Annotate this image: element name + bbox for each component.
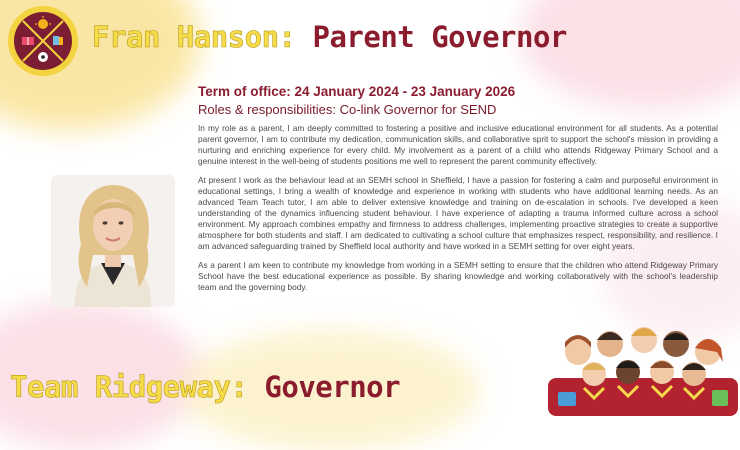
governor-name: Fran Hanson: [92,20,296,54]
governor-label: Governor [264,370,401,404]
bio-paragraph: In my role as a parent, I am deeply committed to fostering a positive and inclusive educational environment for all students. As a potential parent governor, I am to contribute my dedication, communication skills, and collaborative sprit to support the school's mission in providing a nurturing and enriching experience for every child. My involvement as a parent of a child who attends Ridgeway Primary School and a genuine interest in the well-being of students positions me well to represent the parent community effectively. [198,123,718,167]
school-children-illustration [548,318,738,416]
governor-role: Parent Governor [312,20,567,54]
term-of-office: Term of office: 24 January 2024 - 23 January 2026 [198,84,516,99]
portrait-photo [51,175,175,307]
bio-paragraph: As a parent I am keen to contribute my knowledge from working in a SEMH setting to ensure that the children who attend Ridgeway Primary School have the best educational experience as possible. By sharing knowledge and working collaboratively with the school's leadership team and the governing body. [198,260,718,293]
governor-profile [198,84,718,301]
team-label: Team Ridgeway: [10,370,248,404]
bio-paragraph: At present I work as the behaviour lead at an SEMH school in Sheffield, I have a passion for fostering a calm and purposeful environment in educational settings, I bring a wealth of knowledge and experience in working with students who have additional learning needs. As an advanced Team Teach tutor, I am able to deliver extensive knowledge and training on de-escalation in schools. I've developed a keen understanding of the dynamics influencing student behaviour. I have experience of adapting a trauma informed culture across a school environment. My approach combines empathy and firmness to address challenges, implementing proactive strategies to create a supportive atmosphere for both students and staff. I am dedicated to cultivating a school culture that emphasizes respect, responsibility, and resilience. I am advanced safeguarding trained by Sheffield local authority and have worked in a SEMH setting for over eight years. [198,175,718,252]
school-badge-icon [6,4,80,78]
footer-title [10,370,400,404]
roles-responsibilities: Roles & responsibilities: Co-link Governor for SEND [198,102,497,117]
page-title [92,20,567,54]
